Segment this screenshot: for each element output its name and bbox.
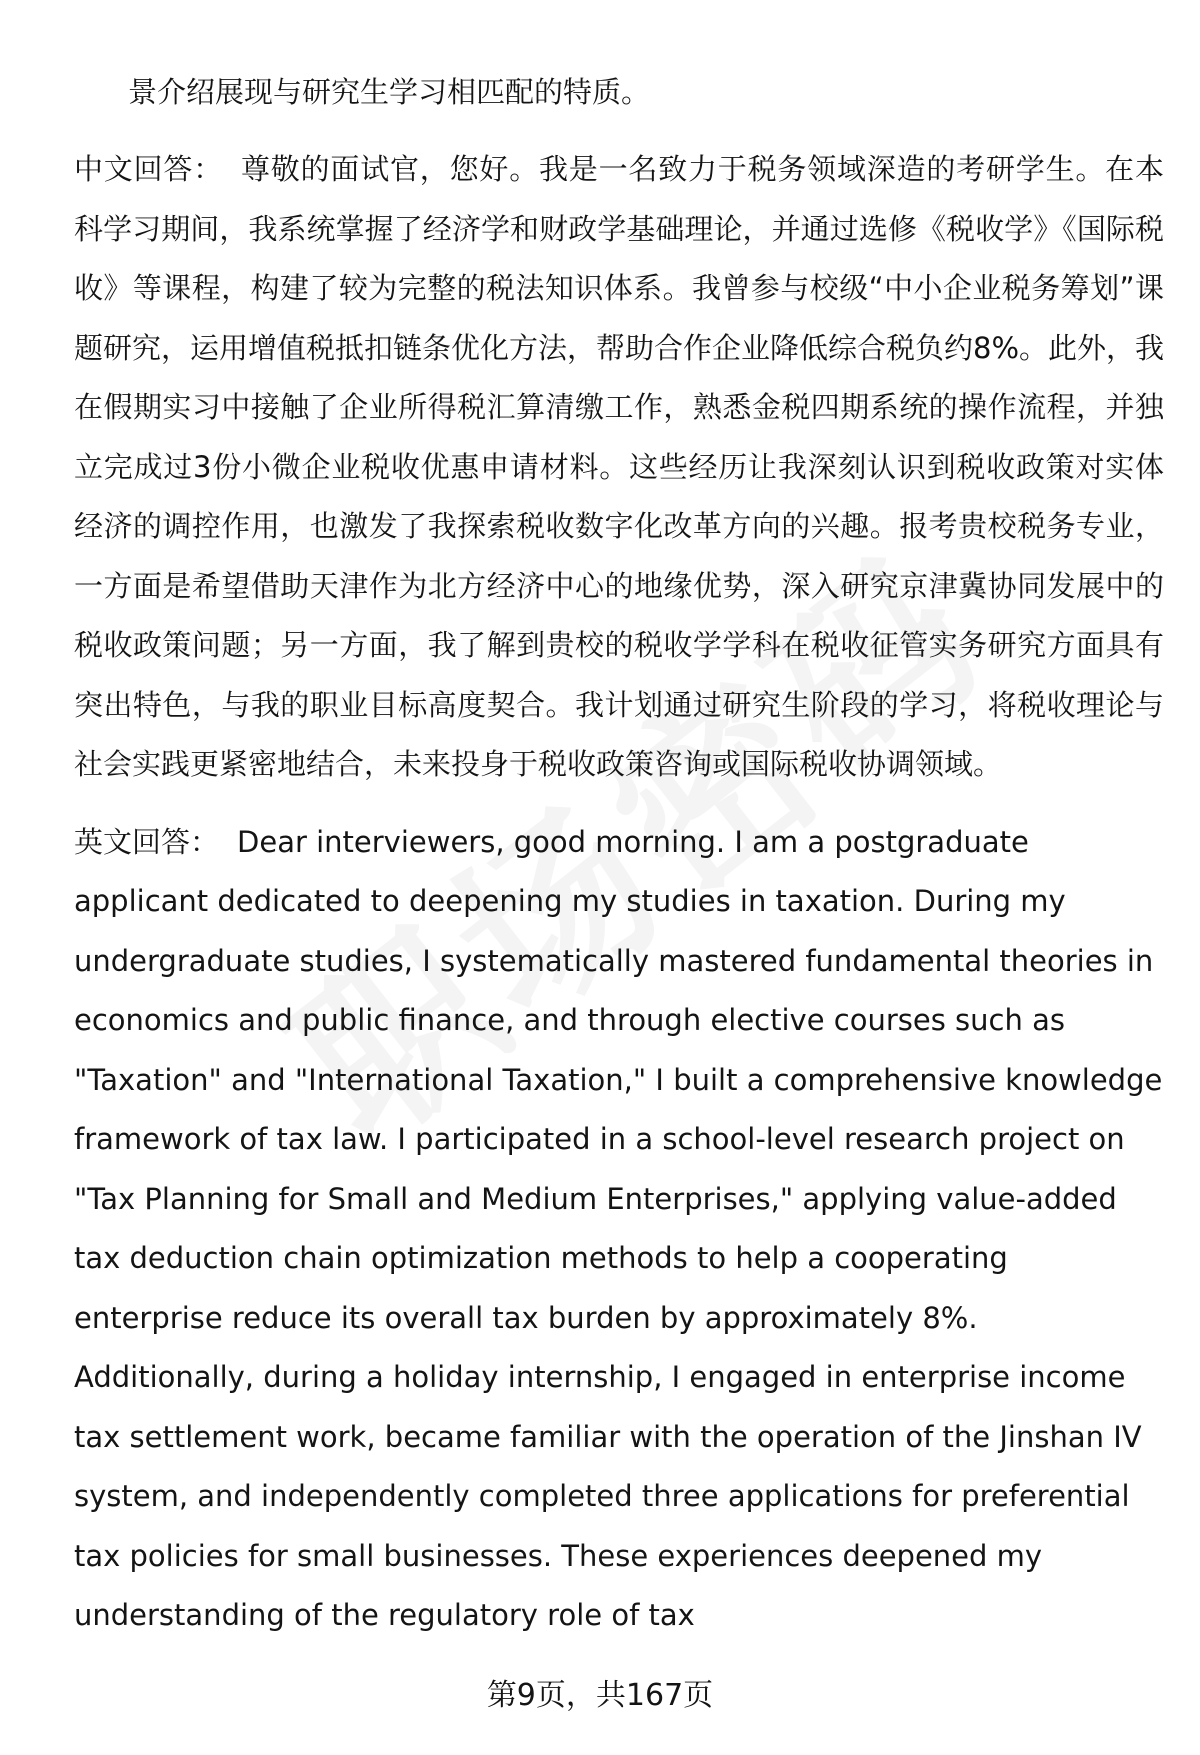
english-answer — [74, 813, 1164, 1646]
page-footer: 第9页，共167页 — [486, 1678, 714, 1713]
english-answer-label: 英文回答： — [74, 824, 220, 859]
chinese-answer-text: 尊敬的面试官，您好。我是一名致力于税务领域深造的考研学生。在本科学习期间，我系统掌握了经济学和财政学基础理论，并通过选修《税收学》《国际税收》等课程，构建了较为完整的税法知识体系。我曾参与校级“中小企业税务筹划”课题研究，运用增值税抵扣链条优化方法，帮助合作企业降低综合税负约8%。此外，我在假期实习中接触了企业所得税汇算清缴工作，熟悉金税四期系统的操作流程，并独立完成过3份小微企业税收优惠申请材料。这些经历让我深刻认识到税收政策对实体经济的调控作用，也激发了我探索税收数字化改革方向的兴趣。报考贵校税务专业，一方面是希望借助天津作为北方经济中心的地缘优势，深入研究京津冀协同发展中的税收政策问题；另一方面，我了解到贵校的税收学学科在税收征管实务研究方面具有突出特色，与我的职业目标高度契合。我计划通过研究生阶段的学习，将税收理论与社会实践更紧密地结合，未来投身于税收政策咨询或国际税收协调领域。 — [74, 152, 1165, 781]
english-answer-text: Dear interviewers, good morning. I am a postgraduate applicant dedicated to deepening my studies in taxation. During my undergraduate studies, I systematically mastered fundamental theories in economics and public finance, and through elective courses such as "Taxation" and "International Taxation," I built a comprehensive knowledge framework of tax law. I participated in a school-level research project on "Tax Planning for Small and Medium Enterprises," applying value-added tax deduction chain optimization methods to help a cooperating enterprise reduce its overall tax burden by approximately 8%. Additionally, during a holiday internship, I engaged in enterprise income tax settlement work, became familiar with the operation of the Jinshan IV system, and independently completed three applications for preferential tax policies for small businesses. These experiences deepened my understanding of the regulatory role of tax — [74, 824, 1163, 1632]
chinese-answer-label: 中文回答： — [74, 152, 223, 186]
page-content — [74, 63, 1164, 1664]
chinese-answer — [74, 140, 1164, 795]
intro-line: 景介绍展现与研究生学习相匹配的特质。 — [128, 75, 651, 109]
